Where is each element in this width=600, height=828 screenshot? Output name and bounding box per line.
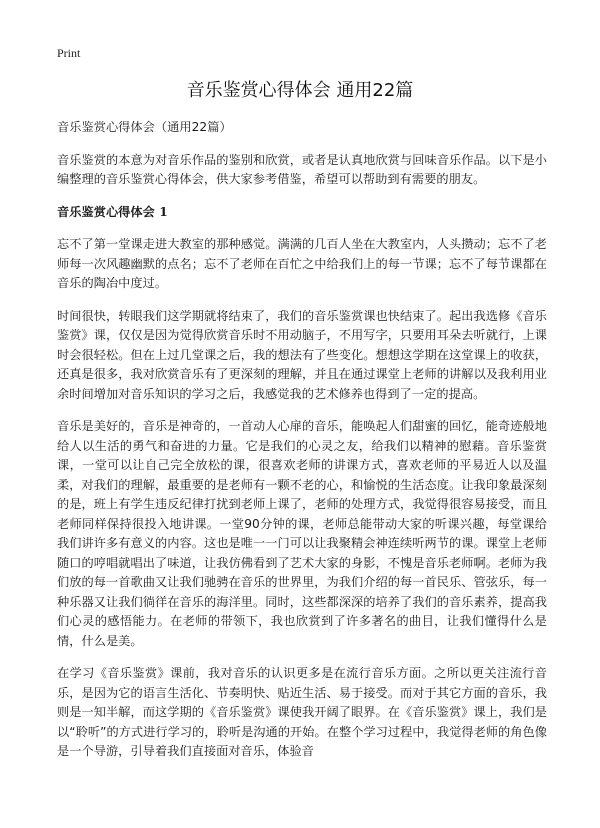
section-heading: 音乐鉴赏心得体会 1: [57, 204, 168, 219]
body-paragraph-1: 忘不了第一堂课走进大教室的那种感觉。满满的几百人坐在大教室内，人头攒动；忘不了老师每一次风趣幽默的点名；忘不了老师在百忙之中给我们上的每一节课；忘不了每节课都在音乐的陶冶中度过。: [57, 237, 547, 290]
article-subtitle: 音乐鉴赏心得体会（通用22篇）: [57, 120, 232, 134]
print-link[interactable]: Print: [57, 46, 81, 60]
body-paragraph-3: 音乐是美好的，音乐是神奇的，一首动人心扉的音乐，能唤起人们甜蜜的回忆，能奇迹般地给人以生活的勇气和奋进的力量。它是我们的心灵之友，给我们以精神的慰藉。音乐鉴赏课，一堂可以让自己完全放松的课，很喜欢老师的讲课方式，喜欢老师的平易近人以及温柔，对我们的理解，最重要的是老师有一颗不老的心，和愉悦的生活态度。让我印象最深刻的是，班上有学生违反纪律打扰到老师上课了，老师的处理方式，我觉得很容易接受，而且老师同样保持很投入地讲课。一堂90分钟的课，老师总能带动大家的听课兴趣，每堂课给我们讲许多有意义的内容。这也是唯一一门可以让我聚精会神连续听两节的课。课堂上老师随口的哼唱就唱出了味道，让我仿佛看到了艺术大家的身影，不愧是音乐老师啊。老师为我们放的每一首歌曲又让我们驰骋在音乐的世界里，为我们介绍的每一首民乐、管弦乐，每一种乐器又让我们徜徉在音乐的海洋里。同时，这些都深深的培养了我们的音乐素养，提高我们心灵的感悟能力。在老师的带领下，我也欣赏到了许多著名的曲目，让我们懂得什么是情，什么是美。: [57, 419, 547, 648]
body-paragraph-2: 时间很快，转眼我们这学期就将结束了，我们的音乐鉴赏课也快结束了。起出我选修《音乐鉴赏》课，仅仅是因为觉得欣赏音乐时不用动脑子，不用写字，只要用耳朵去听就行，上课时会很轻松。但在上过几堂课之后，我的想法有了些变化。想想这学期在这堂课上的收获，还真是很多，我对欣赏音乐有了更深刻的理解，并且在通过课堂上老师的讲解以及我利用业余时间增加对音乐知识的学习之后，我感觉我的艺术修养也得到了一定的提高。: [57, 308, 547, 401]
intro-paragraph: 音乐鉴赏的本意为对音乐作品的鉴别和欣赏，或者是认真地欣赏与回味音乐作品。以下是小编整理的音乐鉴赏心得体会，供大家参考借鉴，希望可以帮助到有需要的朋友。: [57, 152, 547, 186]
page-title: 音乐鉴赏心得体会 通用22篇: [186, 80, 414, 101]
article-body: [57, 118, 547, 762]
body-paragraph-4: 在学习《音乐鉴赏》课前，我对音乐的认识更多是在流行音乐方面。之所以更关注流行音乐，是因为它的语言生活化、节奏明快、贴近生活、易于接受。而对于其它方面的音乐，我则是一知半解，而这学期的《音乐鉴赏》课使我开阔了眼界。在《音乐鉴赏》课上，我们是以“聆听”的方式进行学习的，聆听是沟通的开始。在整个学习过程中，我觉得老师的角色像是一个导游，引导着我们直接面对音乐，体验音: [57, 666, 547, 758]
